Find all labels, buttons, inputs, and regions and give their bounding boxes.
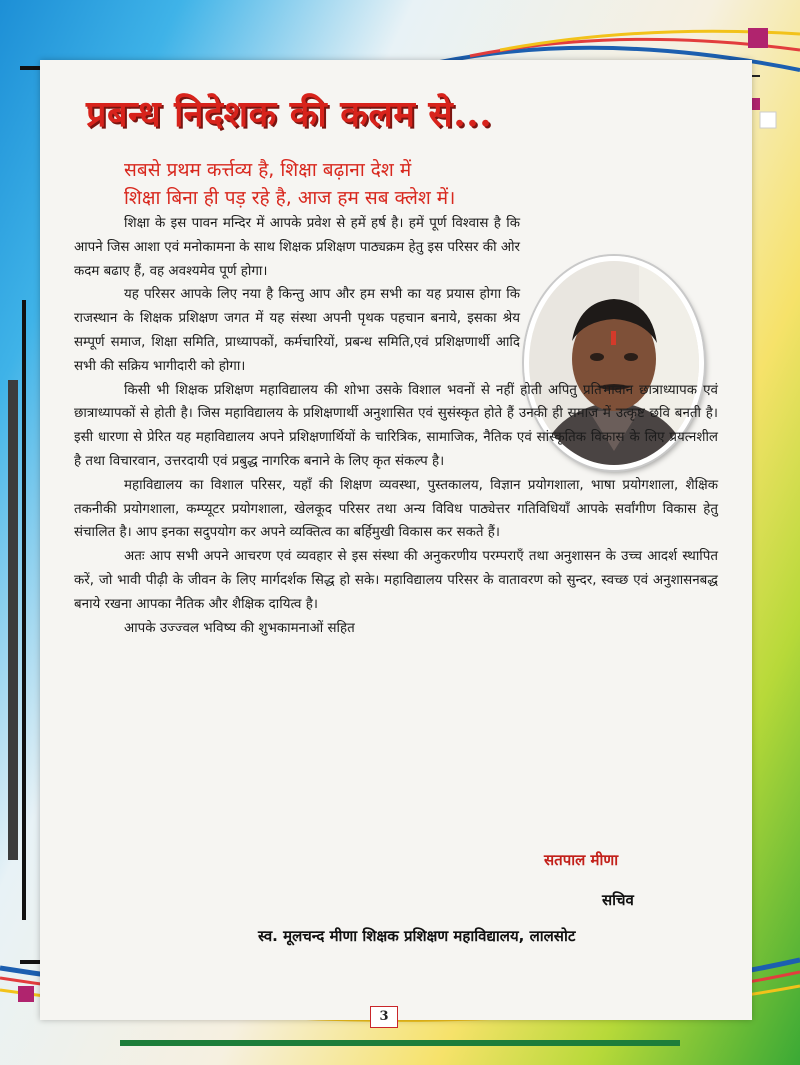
couplet-line-2: शिक्षा बिना ही पड़ रहे है, आज हम सब क्लेश में। [124,187,456,209]
paragraph-4: महाविद्यालय का विशाल परिसर, यहाँ की शिक्षण व्यवस्था, पुस्तकालय, विज्ञान प्रयोगशाला, भाषा प्रयोगशाला, शैक्षिक तकनीकी प्रयोगशाला, कम्प्यूटर प्रयोगशाला, खेलकूद परिसर तथा अन्य विविध पाठ्येत्तर गतिविधियाँ आपके सर्वांगीण विकास हेतु संचालित है। आप इनका सदुपयोग कर अपने व्यक्तित्व का बर्हिमुखी विकास कर सकते हैं। [74,477,718,541]
paragraph-5: अतः आप सभी अपने आचरण एवं व्यवहार से इस संस्था की अनुकरणीय परम्पराएँ तथा अनुशासन के उच्च आदर्श स्थापित करें, जो भावी पीढ़ी के जीवन के लिए मार्गदर्शक सिद्ध हो सके। महाविद्यालय परिसर के वातावरण को सुन्दर, स्वच्छ एवं अनुशासनबद्ध बनाये रखना आपका नैतिक और शैक्षिक दायित्व है। [74,549,718,612]
signatory-role: सचिव [602,891,634,909]
page-number: 3 [370,1006,398,1028]
letter-page [40,60,752,1024]
closing-line: आपके उज्ज्वल भविष्य की शुभकामनाओं सहित [124,620,355,636]
college-name: स्व. मूलचन्द मीणा शिक्षक प्रशिक्षण महाविद्यालय, लालसोट [258,927,576,945]
couplet [124,156,724,212]
couplet-line-1: सबसे प्रथम कर्त्तव्य है, शिक्षा बढ़ाना देश में [124,159,412,181]
paragraph-1: शिक्षा के इस पावन मन्दिर में आपके प्रवेश से हमें हर्ष है। हमें पूर्ण विश्वास है कि आपने जिस आशा एवं मनोकामना के साथ शिक्षक प्रशिक्षण पाठ्यक्रम हेतु इस परिसर की ओर कदम बढाए हैं, वह अवश्यमेव पूर्ण होगा। [74,216,520,279]
page-title: प्रबन्ध निदेशक की कलम से... [86,93,493,135]
paragraph-3: किसी भी शिक्षक प्रशिक्षण महाविद्यालय की शोभा उसके विशाल भवनों से नहीं होती अपितु प्रतिभावान छात्राध्यापक एवं छात्राध्यापकों से होती है। जिस महाविद्यालय के प्रशिक्षणार्थी अनुशासित एवं सुसंस्कृत होते हैं उनकी ही समाज में उत्कृष्ट छवि बनती है। इसी धारणा से प्रेरित यह महाविद्यालय अपने प्रशिक्षणार्थियों के चारित्रिक, सामाजिक, नैतिक एवं सांस्कृतिक विकास के लिए प्रयत्नशील है तथा विचारवान, उत्तरदायी एवं प्रबुद्ध नागरिक बनाने के लिए कृत संकल्प है। [74,382,718,469]
paragraph-2: यह परिसर आपके लिए नया है किन्तु आप और हम सभी का यह प्रयास होगा कि राजस्थान के शिक्षक प्रशिक्षण जगत में यह संस्था अपनी पृथक पहचान बनाये, इसका श्रेय सम्पूर्ण समाज, शिक्षा समिति, प्राध्यापकों, कर्मचारियों, प्रबन्ध समिति,एवं प्रशिक्षणार्थी आदि सभी की सक्रिय भागीदारी को होगा। [74,287,520,374]
signatory-name: सतपाल मीणा [544,851,619,869]
letter-body [74,212,718,640]
